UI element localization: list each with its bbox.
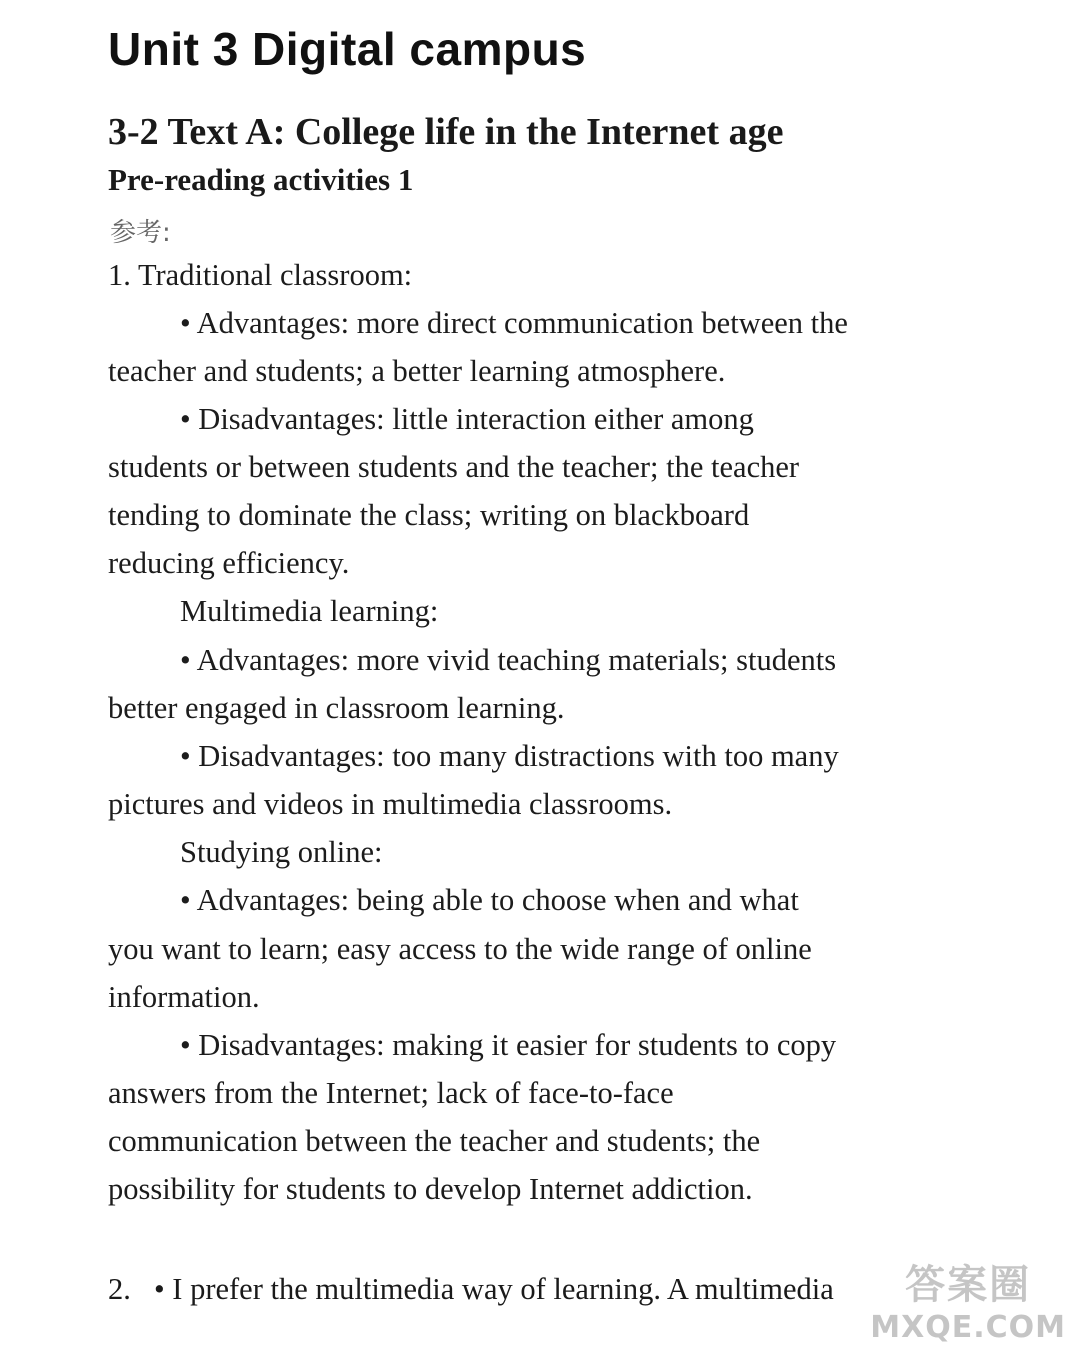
text-line: • Advantages: being able to choose when and what bbox=[180, 883, 799, 917]
watermark-url: MXQE.COM bbox=[870, 1310, 1066, 1345]
text-line: possibility for students to develop Internet addiction. bbox=[108, 1172, 753, 1206]
reference-label: 参考: bbox=[110, 218, 171, 248]
activity-title: Pre-reading activities 1 bbox=[108, 162, 414, 197]
text-line: you want to learn; easy access to the wide range of online bbox=[108, 932, 812, 966]
text-line: communication between the teacher and students; the bbox=[108, 1124, 761, 1158]
text-line: students or between students and the teacher; the teacher bbox=[108, 450, 800, 484]
unit-title: Unit 3 Digital campus bbox=[108, 23, 587, 75]
text-line: reducing efficiency. bbox=[108, 546, 350, 580]
text-line: • Advantages: more direct communication between the bbox=[180, 306, 848, 340]
text-line: Studying online: bbox=[180, 835, 383, 869]
question-2 bbox=[108, 1272, 968, 1307]
question-number: 2. bbox=[108, 1272, 131, 1306]
section-title: 3-2 Text A: College life in the Internet age bbox=[108, 111, 784, 153]
text-line: answers from the Internet; lack of face-to-face bbox=[108, 1076, 674, 1110]
watermark bbox=[870, 1253, 1066, 1345]
text-line: • Disadvantages: little interaction either among bbox=[180, 402, 754, 436]
text-line: Multimedia learning: bbox=[180, 594, 439, 628]
question-text: • I prefer the multimedia way of learning. A multimedia bbox=[154, 1272, 834, 1306]
text-line: information. bbox=[108, 980, 260, 1014]
text-line: teacher and students; a better learning atmosphere. bbox=[108, 354, 726, 388]
text-line: tending to dominate the class; writing on blackboard bbox=[108, 498, 750, 532]
text-line: better engaged in classroom learning. bbox=[108, 691, 565, 725]
text-line: • Disadvantages: too many distractions with too many bbox=[180, 739, 839, 773]
text-line: 1. Traditional classroom: bbox=[108, 258, 413, 292]
text-line: • Advantages: more vivid teaching materials; students bbox=[180, 643, 837, 677]
text-line: pictures and videos in multimedia classrooms. bbox=[108, 787, 673, 821]
text-line: • Disadvantages: making it easier for students to copy bbox=[180, 1028, 837, 1062]
watermark-logo-text: 答案圈 bbox=[905, 1262, 1032, 1308]
